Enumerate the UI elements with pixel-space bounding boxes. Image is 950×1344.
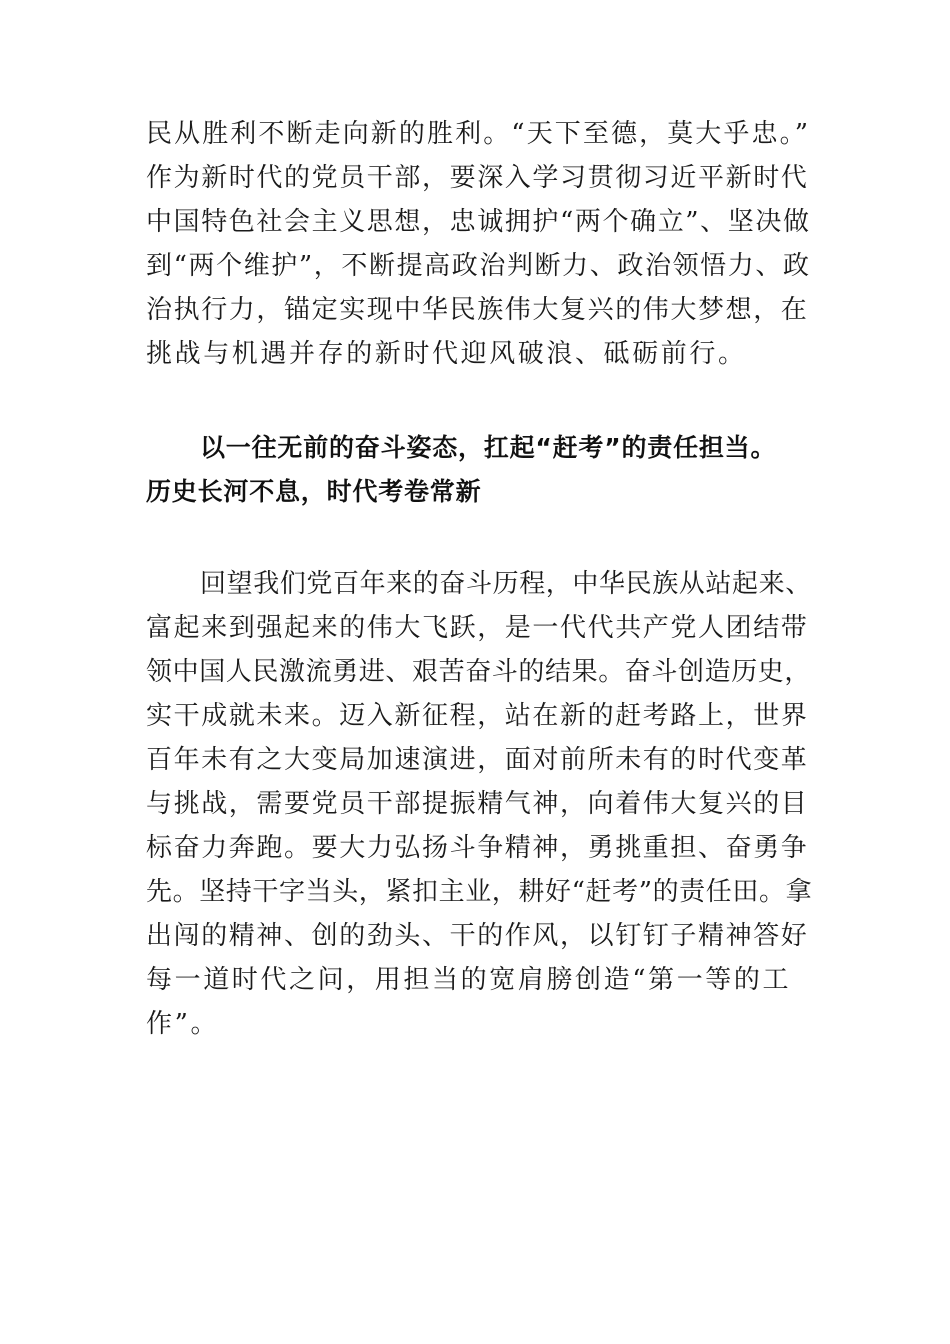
paragraph-line: 富起来到强起来的伟大飞跃，是一代代共产党人团结带: [146, 613, 809, 643]
paragraph-line: 领中国人民激流勇进、艰苦奋斗的结果。奋斗创造历史，: [146, 657, 812, 687]
paragraph-line: 回望我们党百年来的奋斗历程，中华民族从站起来、: [200, 569, 812, 599]
paragraph-line: 每一道时代之问，用担当的宽肩膀创造“第一等的工: [146, 965, 792, 995]
paragraph-line: 标奋力奔跑。要大力弘扬斗争精神，勇挑重担、奋勇争: [146, 833, 809, 863]
paragraph-line: 作为新时代的党员干部，要深入学习贯彻习近平新时代: [146, 163, 809, 193]
paragraph-line: 民从胜利不断走向新的胜利。“天下至德，莫大乎忠。”: [146, 119, 811, 149]
paragraph-line: 中国特色社会主义思想，忠诚拥护“两个确立”、坚决做: [146, 207, 811, 237]
section-heading-line: 历史长河不息，时代考卷常新: [146, 477, 482, 506]
paragraph-line: 百年未有之大变局加速演进，面对前所未有的时代变革: [146, 745, 809, 775]
paragraph-line: 实干成就未来。迈入新征程，站在新的赶考路上，世界: [146, 701, 809, 731]
paragraph-line: 先。坚持干字当头，紧扣主业，耕好“赶考”的责任田。拿: [146, 877, 813, 907]
paragraph-line: 到“两个维护”，不断提高政治判断力、政治领悟力、政: [146, 251, 811, 281]
paragraph-line: 出闯的精神、创的劲头、干的作风，以钉钉子精神答好: [146, 921, 809, 951]
paragraph-line: 治执行力，锚定实现中华民族伟大复兴的伟大梦想，在: [146, 295, 809, 325]
paragraph-line: 挑战与机遇并存的新时代迎风破浪、砥砺前行。: [146, 339, 747, 369]
paragraph-line: 作”。: [146, 1009, 220, 1039]
paragraph-line: 与挑战，需要党员干部提振精气神，向着伟大复兴的目: [146, 789, 809, 819]
section-heading-line: 以一往无前的奋斗姿态，扛起“赶考”的责任担当。: [200, 433, 777, 462]
